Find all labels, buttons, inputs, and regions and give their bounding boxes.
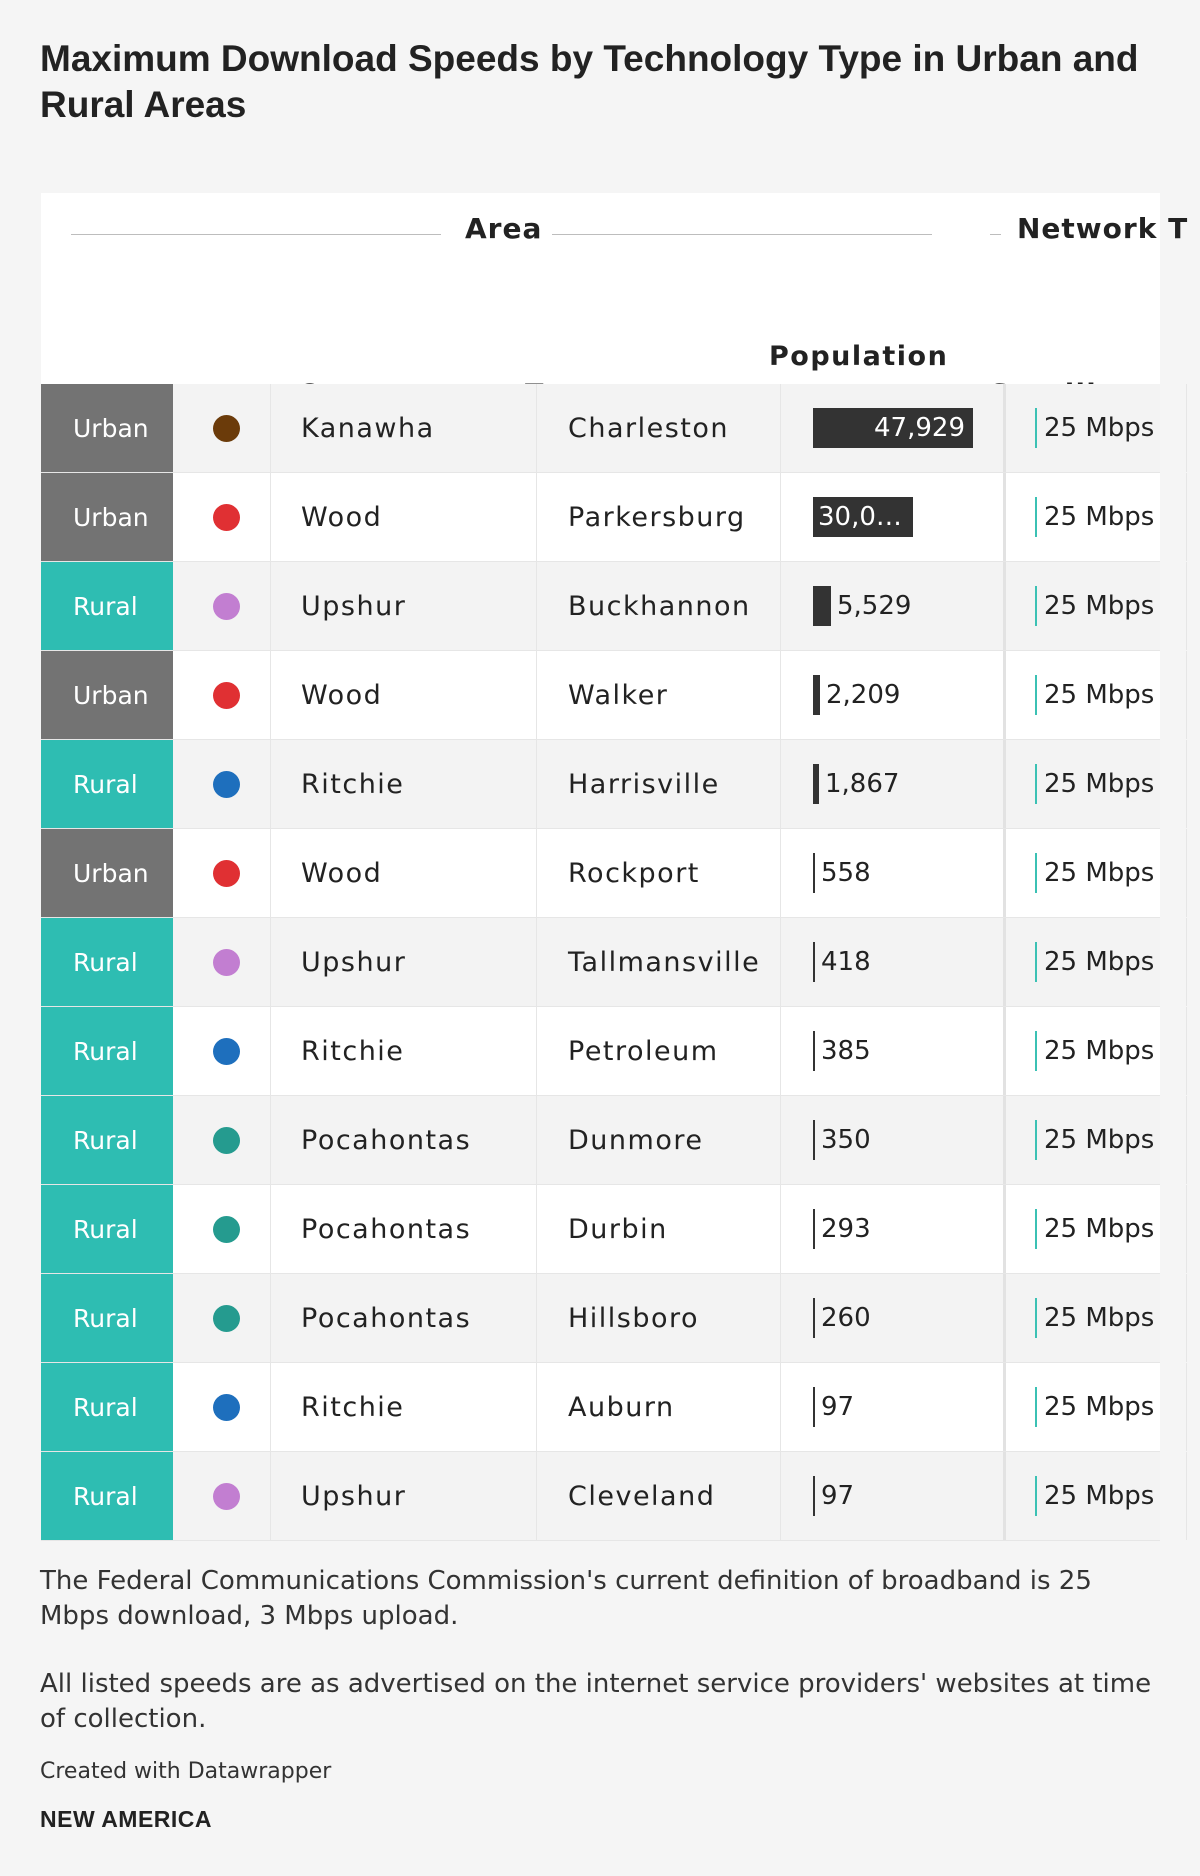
population-cell bbox=[780, 1274, 1004, 1362]
population-value: 47,929 bbox=[874, 413, 965, 443]
area-badge: Urban bbox=[41, 651, 173, 739]
table-row bbox=[41, 384, 1160, 473]
satellite-bar bbox=[1035, 1120, 1037, 1160]
brand-logo: NEW AMERICA bbox=[40, 1806, 213, 1832]
population-cell bbox=[780, 384, 1004, 472]
area-badge: Rural bbox=[41, 562, 173, 650]
county-color-dot bbox=[213, 949, 240, 976]
population-bar bbox=[813, 1209, 815, 1249]
town-cell: Hillsboro bbox=[536, 1274, 780, 1362]
column-divider bbox=[1186, 651, 1187, 739]
county-dot-cell bbox=[173, 1452, 270, 1540]
header-population[interactable]: Population bbox=[769, 341, 949, 372]
county-dot-cell bbox=[173, 829, 270, 917]
county-cell: Upshur bbox=[270, 918, 536, 1006]
county-cell: Pocahontas bbox=[270, 1185, 536, 1273]
table-row bbox=[41, 562, 1160, 651]
population-bar bbox=[813, 1476, 815, 1516]
satellite-cell bbox=[1003, 829, 1191, 917]
satellite-value: 25 Mbps bbox=[1044, 413, 1155, 443]
town-cell: Walker bbox=[536, 651, 780, 739]
satellite-bar bbox=[1035, 942, 1037, 982]
town-cell: Parkersburg bbox=[536, 473, 780, 561]
table-row bbox=[41, 1185, 1160, 1274]
county-cell: Wood bbox=[270, 473, 536, 561]
population-value: 350 bbox=[821, 1125, 871, 1155]
county-color-dot bbox=[213, 504, 240, 531]
satellite-value: 25 Mbps bbox=[1044, 1481, 1155, 1511]
population-cell bbox=[780, 1185, 1004, 1273]
satellite-value: 25 Mbps bbox=[1044, 1125, 1155, 1155]
satellite-value: 25 Mbps bbox=[1044, 680, 1155, 710]
county-cell: Pocahontas bbox=[270, 1274, 536, 1362]
county-cell: Upshur bbox=[270, 562, 536, 650]
table-row bbox=[41, 829, 1160, 918]
county-cell: Ritchie bbox=[270, 740, 536, 828]
county-cell: Ritchie bbox=[270, 1363, 536, 1451]
county-color-dot bbox=[213, 682, 240, 709]
population-bar bbox=[813, 1387, 815, 1427]
satellite-value: 25 Mbps bbox=[1044, 858, 1155, 888]
population-value: 5,529 bbox=[837, 591, 912, 621]
county-color-dot bbox=[213, 1038, 240, 1065]
town-cell: Cleveland bbox=[536, 1452, 780, 1540]
group-rule-right bbox=[552, 234, 932, 235]
table-row bbox=[41, 740, 1160, 829]
town-cell: Tallmansville bbox=[536, 918, 780, 1006]
population-value: 1,867 bbox=[825, 769, 900, 799]
column-divider bbox=[1186, 918, 1187, 1006]
population-cell bbox=[780, 829, 1004, 917]
county-color-dot bbox=[213, 1216, 240, 1243]
data-table bbox=[41, 193, 1189, 1527]
satellite-cell bbox=[1003, 1363, 1191, 1451]
population-cell bbox=[780, 473, 1004, 561]
area-badge: Urban bbox=[41, 384, 173, 472]
column-divider bbox=[1186, 1185, 1187, 1273]
area-badge: Rural bbox=[41, 918, 173, 1006]
satellite-bar bbox=[1035, 1031, 1037, 1071]
county-color-dot bbox=[213, 1394, 240, 1421]
county-dot-cell bbox=[173, 473, 270, 561]
town-cell: Auburn bbox=[536, 1363, 780, 1451]
area-badge: Urban bbox=[41, 473, 173, 561]
satellite-value: 25 Mbps bbox=[1044, 1303, 1155, 1333]
group-rule-left bbox=[71, 234, 441, 235]
town-cell: Charleston bbox=[536, 384, 780, 472]
town-cell: Harrisville bbox=[536, 740, 780, 828]
population-bar bbox=[813, 1298, 815, 1338]
table-row bbox=[41, 473, 1160, 562]
table-row bbox=[41, 918, 1160, 1007]
satellite-bar bbox=[1035, 408, 1037, 448]
column-divider bbox=[1186, 473, 1187, 561]
population-cell bbox=[780, 740, 1004, 828]
satellite-cell bbox=[1003, 1185, 1191, 1273]
satellite-value: 25 Mbps bbox=[1044, 1214, 1155, 1244]
county-color-dot bbox=[213, 771, 240, 798]
county-dot-cell bbox=[173, 562, 270, 650]
population-bar bbox=[813, 853, 815, 893]
county-dot-cell bbox=[173, 651, 270, 739]
column-divider bbox=[1186, 1363, 1187, 1451]
town-cell: Dunmore bbox=[536, 1096, 780, 1184]
satellite-bar bbox=[1035, 1209, 1037, 1249]
population-cell bbox=[780, 651, 1004, 739]
satellite-bar bbox=[1035, 497, 1037, 537]
county-cell: Kanawha bbox=[270, 384, 536, 472]
county-dot-cell bbox=[173, 1363, 270, 1451]
table-row bbox=[41, 1363, 1160, 1452]
area-badge: Rural bbox=[41, 1363, 173, 1451]
satellite-value: 25 Mbps bbox=[1044, 1392, 1155, 1422]
county-dot-cell bbox=[173, 1274, 270, 1362]
satellite-value: 25 Mbps bbox=[1044, 591, 1155, 621]
satellite-value: 25 Mbps bbox=[1044, 1036, 1155, 1066]
table-row bbox=[41, 1274, 1160, 1363]
county-cell: Pocahontas bbox=[270, 1096, 536, 1184]
population-value: 558 bbox=[821, 858, 871, 888]
column-divider bbox=[1186, 562, 1187, 650]
column-divider bbox=[1186, 384, 1187, 472]
table-row bbox=[41, 1096, 1160, 1185]
county-cell: Ritchie bbox=[270, 1007, 536, 1095]
group-network-label: Network T bbox=[1017, 212, 1189, 245]
population-value: 385 bbox=[821, 1036, 871, 1066]
population-value: 30,0… bbox=[818, 502, 902, 532]
satellite-cell bbox=[1003, 918, 1191, 1006]
column-divider bbox=[1186, 1452, 1187, 1540]
area-badge: Rural bbox=[41, 1185, 173, 1273]
chart-notes bbox=[40, 1564, 1165, 1770]
county-dot-cell bbox=[173, 384, 270, 472]
county-cell: Wood bbox=[270, 829, 536, 917]
county-cell: Upshur bbox=[270, 1452, 536, 1540]
area-badge: Rural bbox=[41, 1096, 173, 1184]
population-value: 97 bbox=[821, 1481, 855, 1511]
credit-line[interactable]: Created with Datawrapper bbox=[40, 1759, 332, 1784]
population-cell bbox=[780, 918, 1004, 1006]
satellite-cell bbox=[1003, 473, 1191, 561]
population-bar bbox=[813, 764, 819, 804]
population-cell bbox=[780, 1096, 1004, 1184]
area-badge: Rural bbox=[41, 1007, 173, 1095]
satellite-cell bbox=[1003, 1452, 1191, 1540]
population-bar bbox=[813, 675, 820, 715]
town-cell: Rockport bbox=[536, 829, 780, 917]
column-divider bbox=[1186, 1096, 1187, 1184]
population-cell bbox=[780, 1363, 1004, 1451]
county-color-dot bbox=[213, 1483, 240, 1510]
column-divider bbox=[1186, 740, 1187, 828]
satellite-cell bbox=[1003, 384, 1191, 472]
satellite-cell bbox=[1003, 562, 1191, 650]
area-badge: Urban bbox=[41, 829, 173, 917]
satellite-value: 25 Mbps bbox=[1044, 947, 1155, 977]
column-group-header bbox=[41, 193, 1189, 271]
column-divider bbox=[1186, 829, 1187, 917]
town-cell: Buckhannon bbox=[536, 562, 780, 650]
group-area-label: Area bbox=[465, 212, 543, 245]
note-broadband-definition: The Federal Communications Commission's current definition of broadband is 25 Mbps download, 3 Mbps upload. bbox=[40, 1566, 1092, 1631]
county-dot-cell bbox=[173, 1007, 270, 1095]
satellite-bar bbox=[1035, 586, 1037, 626]
satellite-cell bbox=[1003, 1096, 1191, 1184]
satellite-value: 25 Mbps bbox=[1044, 502, 1155, 532]
chart-title: Maximum Download Speeds by Technology Type in Urban and Rural Areas bbox=[40, 38, 1139, 125]
county-cell: Wood bbox=[270, 651, 536, 739]
county-dot-cell bbox=[173, 740, 270, 828]
county-color-dot bbox=[213, 415, 240, 442]
group-rule-network bbox=[990, 234, 1001, 235]
county-color-dot bbox=[213, 860, 240, 887]
population-value: 2,209 bbox=[826, 680, 901, 710]
column-divider bbox=[1186, 1007, 1187, 1095]
county-color-dot bbox=[213, 1127, 240, 1154]
population-value: 97 bbox=[821, 1392, 855, 1422]
area-badge: Rural bbox=[41, 740, 173, 828]
satellite-value: 25 Mbps bbox=[1044, 769, 1155, 799]
satellite-bar bbox=[1035, 675, 1037, 715]
county-dot-cell bbox=[173, 918, 270, 1006]
column-divider bbox=[1186, 1274, 1187, 1362]
satellite-bar bbox=[1035, 1476, 1037, 1516]
satellite-cell bbox=[1003, 651, 1191, 739]
population-cell bbox=[780, 1452, 1004, 1540]
satellite-cell bbox=[1003, 1007, 1191, 1095]
table-row bbox=[41, 651, 1160, 740]
table-row bbox=[41, 1452, 1160, 1541]
county-color-dot bbox=[213, 1305, 240, 1332]
area-badge: Rural bbox=[41, 1274, 173, 1362]
county-dot-cell bbox=[173, 1185, 270, 1273]
town-cell: Durbin bbox=[536, 1185, 780, 1273]
population-value: 293 bbox=[821, 1214, 871, 1244]
county-dot-cell bbox=[173, 1096, 270, 1184]
population-bar bbox=[813, 586, 831, 626]
population-value: 418 bbox=[821, 947, 871, 977]
population-cell bbox=[780, 562, 1004, 650]
population-bar bbox=[813, 1120, 815, 1160]
table-body bbox=[41, 384, 1160, 1541]
satellite-cell bbox=[1003, 1274, 1191, 1362]
satellite-bar bbox=[1035, 764, 1037, 804]
satellite-bar bbox=[1035, 1298, 1037, 1338]
population-cell bbox=[780, 1007, 1004, 1095]
note-advertised-speeds: All listed speeds are as advertised on the internet service providers' websites at time of collection. bbox=[40, 1669, 1152, 1734]
population-bar bbox=[813, 1031, 815, 1071]
town-cell: Petroleum bbox=[536, 1007, 780, 1095]
county-color-dot bbox=[213, 593, 240, 620]
satellite-bar bbox=[1035, 853, 1037, 893]
population-bar bbox=[813, 942, 815, 982]
area-badge: Rural bbox=[41, 1452, 173, 1540]
table-row bbox=[41, 1007, 1160, 1096]
satellite-bar bbox=[1035, 1387, 1037, 1427]
population-value: 260 bbox=[821, 1303, 871, 1333]
satellite-cell bbox=[1003, 740, 1191, 828]
